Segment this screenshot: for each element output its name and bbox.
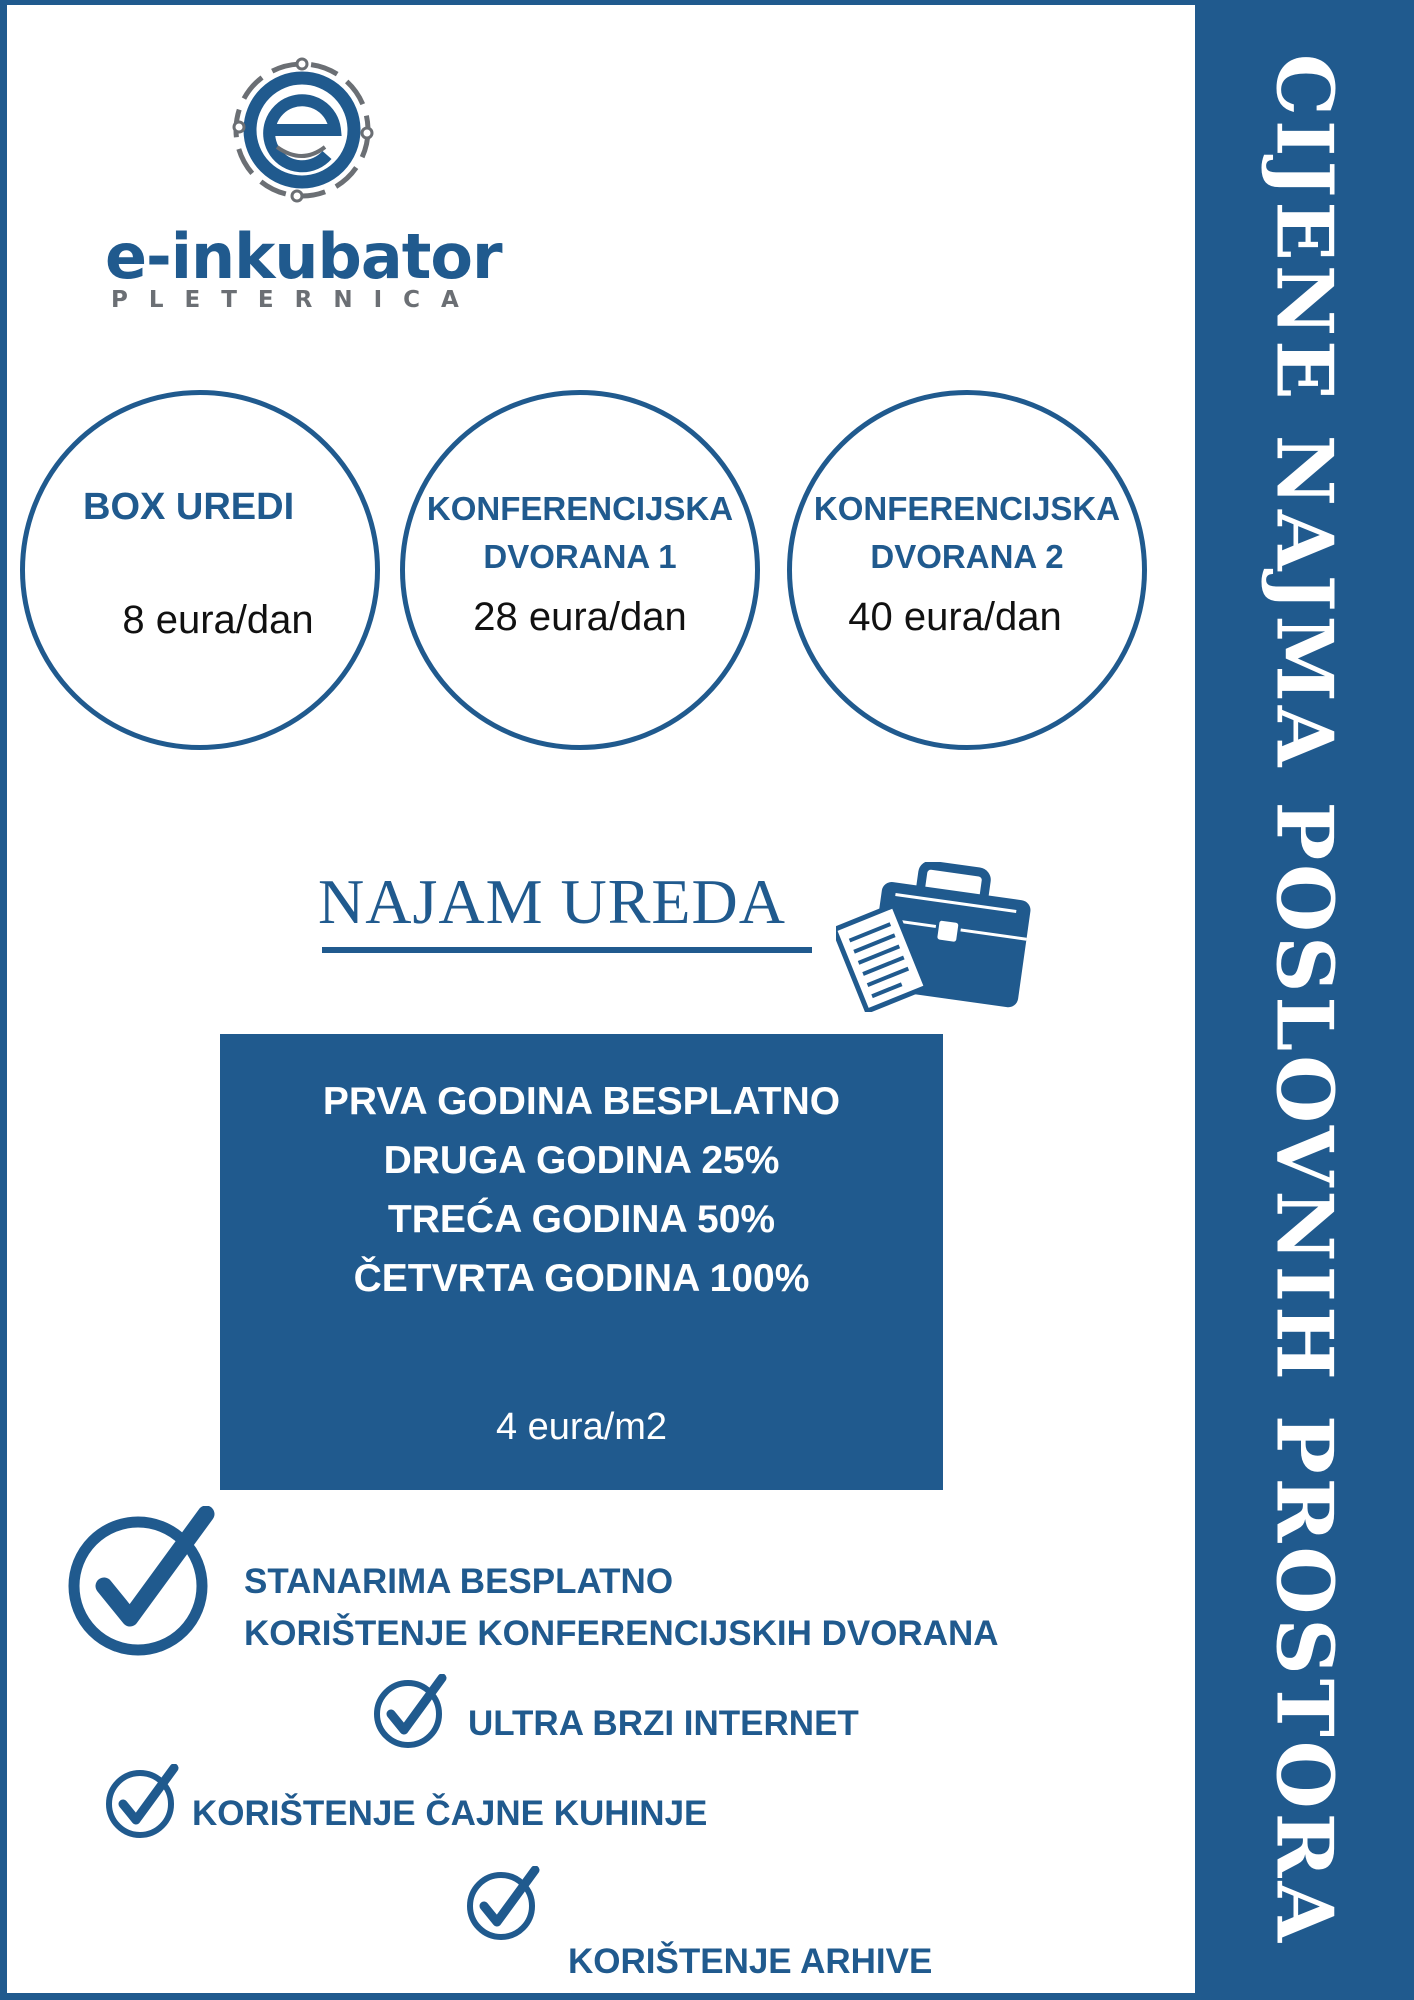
- frame-top-border: [0, 0, 1195, 5]
- offer-line: PRVA GODINA BESPLATNO: [322, 1080, 841, 1123]
- logo: [105, 55, 505, 315]
- price-circle-title: KONFERENCIJSKA: [813, 490, 1121, 527]
- side-banner-title: CIJENE NAJMA POSLOVNIH PROSTORA: [1258, 53, 1350, 1947]
- price-circle-dvorana-2: [787, 390, 1147, 750]
- heading-underline: [322, 947, 812, 953]
- feature-text: KORIŠTENJE KONFERENCIJSKIH DVORANA: [244, 1614, 999, 1653]
- frame-left-border: [0, 0, 7, 2000]
- price-circle-price: 28 eura/dan: [473, 595, 687, 639]
- frame-bottom-border: [0, 1993, 1195, 2000]
- offer-line: DRUGA GODINA 25%: [383, 1139, 780, 1182]
- office-rent-offer-box: [220, 1034, 943, 1490]
- price-circle-price: 40 eura/dan: [848, 595, 1062, 639]
- feature-text: KORIŠTENJE ČAJNE KUHINJE: [192, 1794, 708, 1833]
- checkmark-circle-icon: [465, 1866, 540, 1941]
- price-circle-dvorana-1: [400, 390, 760, 750]
- logo-name: e-inkubator: [105, 220, 502, 293]
- checkmark-circle-icon: [104, 1764, 179, 1839]
- price-circle-title: DVORANA 1: [483, 538, 677, 575]
- logo-subtitle: PLETERNICA: [111, 287, 480, 313]
- price-circle-title: DVORANA 2: [870, 538, 1064, 575]
- offer-price: 4 eura/m2: [495, 1406, 668, 1448]
- briefcase-icon: [836, 862, 1036, 1012]
- office-rent-heading: NAJAM UREDA: [318, 866, 786, 937]
- price-circle-box-uredi: [20, 390, 380, 750]
- price-circle-price: 8 eura/dan: [122, 598, 314, 642]
- feature-text: STANARIMA BESPLATNO: [244, 1562, 674, 1601]
- e-circuit-logo-icon: [227, 55, 377, 205]
- price-circle-title: BOX UREDI: [83, 486, 295, 528]
- checkmark-circle-icon: [372, 1674, 447, 1749]
- offer-line: ČETVRTA GODINA 100%: [353, 1257, 810, 1300]
- checkmark-circle-icon: [66, 1506, 216, 1656]
- offer-line: TREĆA GODINA 50%: [387, 1198, 776, 1241]
- feature-text: ULTRA BRZI INTERNET: [468, 1704, 859, 1743]
- feature-text: KORIŠTENJE ARHIVE: [568, 1942, 933, 1981]
- price-circle-title: KONFERENCIJSKA: [426, 490, 734, 527]
